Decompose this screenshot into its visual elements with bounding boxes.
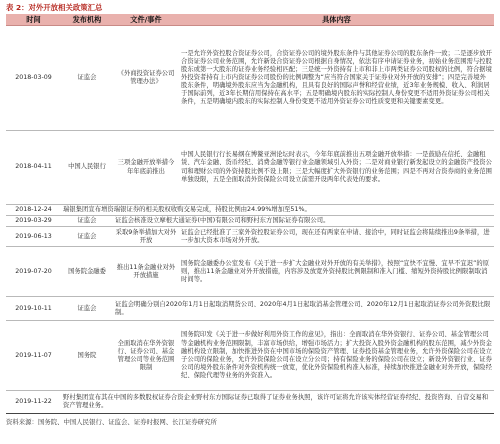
row-org: 证监会 [61,26,113,131]
row-org: 国务院 [61,321,113,391]
table-row [6,216,494,227]
row-date: 2019-10-11 [6,297,61,321]
row-content: 国务院印发《关于进一步做好利用外资工作的意见》，指出：全面取消在华外资银行、证券公司、基金管理公司等金融机构业务范围限制，丰富市场供给，增强市场活力；扩大投资入股外资金融机构的股东范围，减少外资金融机构设立限制，加快推进外资在中国市场的保险资产管理、证券投资基金管理业务，允许外资保险公司在设立子公司的保险业务，允许外资保险公司在设立分公司；持有保险业务的保险公司在设立；新设外资银行业、证券公司的境外股东条件对外资机构统一放宽，优化外资保险机构准入标准，持续加快推进金融业对外开放，保险经纪、保险代理等业务的外资准入。 [179,321,494,391]
policy-table [6,14,494,414]
table-row [6,205,494,216]
table-row [6,391,494,414]
table-row [6,26,494,131]
row-org: 证监会 [61,297,113,321]
row-date: 2019-11-22 [6,391,61,414]
table-row [6,247,494,297]
row-content: 国务院金融委办公室发布《关于进一步扩大金融业对外开放的有关举措》，按照“宜快不宜慢、宜早不宜迟”的原则，推出11条金融业对外开放措施，内容涉及放宽外资持股比例限制和准入门槛、缩短外资持股比例限制取消时间等。 [179,247,494,297]
row-date: 2019-06-13 [6,227,61,247]
row-org: 中国人民银行 [61,131,113,205]
row-date: 2018-12-24 [6,205,61,216]
header-org: 发布机构 [61,14,113,26]
row-date: 2018-03-09 [6,26,61,131]
row-doc: 三项金融开放举措今年年底前推出 [113,131,179,205]
header-content: 具体内容 [179,14,494,26]
table-row [6,131,494,205]
row-content: 证监会核准设立摩根大通证券(中国)有限公司和野村东方国际证券有限公司。 [113,216,494,227]
row-date: 2018-04-11 [6,131,61,205]
row-doc: 《外商投资证券公司管理办法》 [113,26,179,131]
row-content: 证监会明确分别自2020年1月1日起取消期货公司、2020年4月1日起取消基金管理公司、2020年12月1日起取消证券公司外资股比限制。 [113,297,494,321]
row-date: 2019-07-20 [6,247,61,297]
row-doc: 全面取消在华外资银行、证券公司、基金管理公司等业务范围限制 [113,321,179,391]
table-header-row [6,14,494,26]
header-doc: 文件/事件 [113,14,179,26]
row-org: 证监会 [61,216,113,227]
row-org: 国务院金融委 [61,247,113,297]
table-caption: 表 2：对外开放相关政策汇总 [6,3,103,12]
row-content: 证监会已经批准了三家外资控股证券公司，现在还有两家在申请、接洽中，同时证监会将陆续推出9条举措，进一步加大资本市场对外开放。 [179,227,494,247]
row-content: 瑞银集团宣布增资瑞银证券的相关股权收购交易完成，持股比例由24.99%增加至51%。 [61,205,494,216]
row-content: 野村集团宣布其在中国的多数股权证券合资企业野村东方国际证券已取得了证券业务执照，该许可证将允许该实体经营证券经纪、投资咨询、自营交易和资产管理业务。 [61,391,494,414]
table-row [6,227,494,247]
table-row [6,321,494,391]
row-doc: 采取9条举措加大对外开放 [113,227,179,247]
row-content: 中国人民银行行长易纲在博鳌亚洲论坛时表示，今年年底前推出五项金融开放举措：一是鼓励在信托、金融租赁、汽车金融、货币经纪、消费金融等银行业金融领域引入外资；二是对商业银行新发起设立的金融资产投资公司和理财公司的外资持股比例不设上限；三是大幅度扩大外资银行的业务范围；四是不再对合资券商的业务范围单独设限，五是全面取消外资保险公司设立前需开设两年代表处的要求。 [179,131,494,205]
row-date: 2019-03-29 [6,216,61,227]
header-date: 时间 [6,14,61,26]
row-date: 2019-11-07 [6,321,61,391]
source-note: 资料来源：国务院、中国人民银行、证监会、证券时报网、长江证券研究所 [6,418,217,427]
table-row [6,297,494,321]
row-content: 一是允许外资控股合资证券公司，合资证券公司的境外股东条件与其他证券公司的股东条件一致；二是逐步放开合资证券公司业务范围，允许新设合资证券公司根据自身情况，依法有序申请证券业务，初始业务范围需与控股股东或第一大股东的证券业务经验相匹配；三是统一外资持有上市和非上市两类证券公司股权的比例，符合据境外投资者持有上市内资证券公司股份的比例调整为“应当符合国家关于证券业对外开放的安排”；四是完善境外股东条件，明确境外股东应当为金融机构，且具有良好的国际声誉和经营业绩，近3年业务规模、收入、利润居于国际前列，近3年长期信用保持在高水平；五是明确境内股东的实际控制人身份变更不适用外资证券公司相关条件，五是明确境内股东的实际控制人身份变更不适用外资证券公司性质变更和关键要素变更。 [179,26,494,131]
row-org: 证监会 [61,227,113,247]
row-doc: 推出11条金融业对外开放措施 [113,247,179,297]
